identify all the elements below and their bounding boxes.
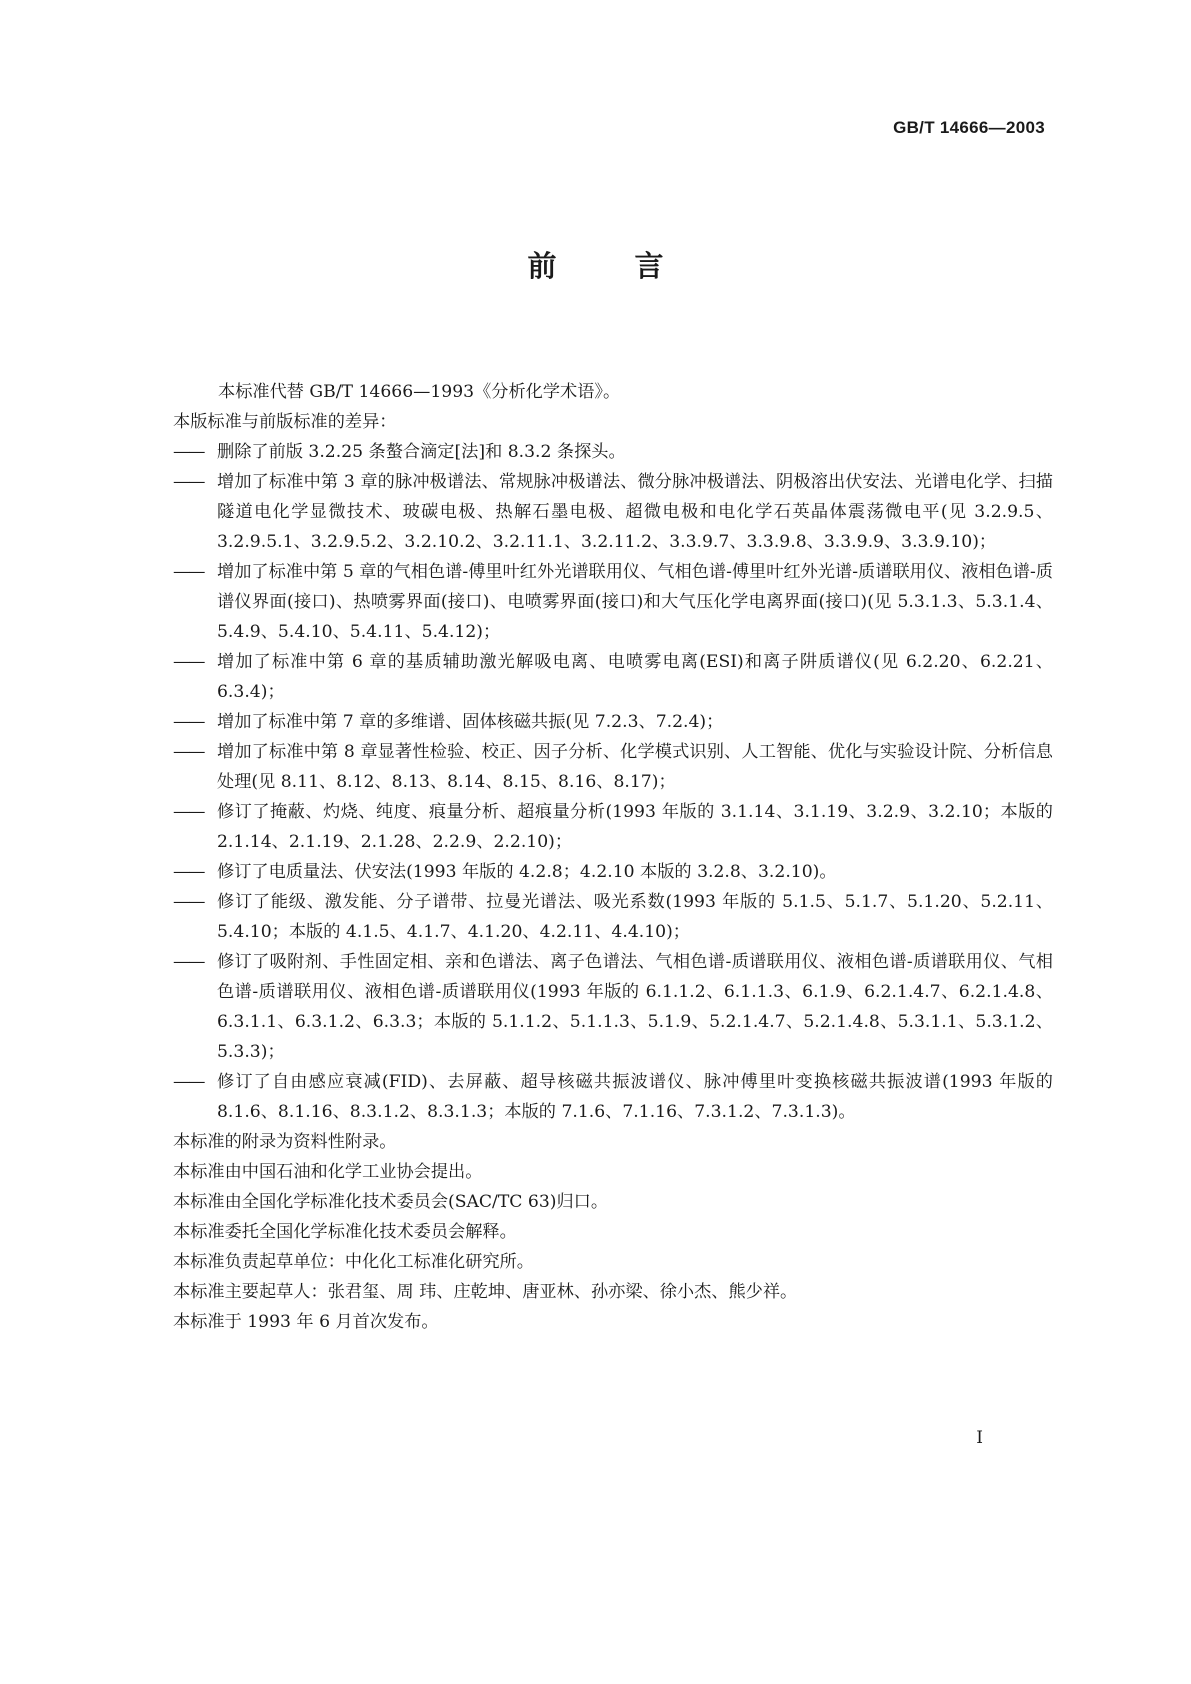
dash-marker: —— (173, 562, 204, 582)
list-item-text: 修订了掩蔽、灼烧、纯度、痕量分析、超痕量分析(1993 年版的 3.1.14、3.1.19、3.2.9、3.2.10；本版的 2.1.14、2.1.19、2.1.28、2.2.9、2.2.10)； (217, 802, 1053, 852)
standard-code: GB/T 14666—2003 (893, 118, 1045, 137)
page-title: 前 言 (527, 249, 698, 283)
list-item-text: 增加了标准中第 3 章的脉冲极谱法、常规脉冲极谱法、微分脉冲极谱法、阴极溶出伏安法、光谱电化学、扫描隧道电化学显微技术、玻碳电极、热解石墨电极、超微电极和电化学石英晶体震荡微电平(见 3.2.9.5、3.2.9.5.1、3.2.9.5.2、3.2.10.2、3.2.11.1、3.2.11.2、3.3.9.7、3.3.9.8、3.3.9.9、3.3.9.10)； (217, 472, 1053, 552)
intro-replaces: 本标准代替 GB/T 14666—1993《分析化学术语》。 (218, 382, 621, 402)
dash-marker: —— (173, 1072, 204, 1092)
list-item-text: 增加了标准中第 6 章的基质辅助激光解吸电离、电喷雾电离(ESI)和离子阱质谱仪(见 6.2.20、6.2.21、6.3.4)； (217, 652, 1053, 702)
list-item (173, 467, 1053, 557)
list-item-text: 修订了自由感应衰减(FID)、去屏蔽、超导核磁共振波谱仪、脉冲傅里叶变换核磁共振波谱(1993 年版的 8.1.6、8.1.16、8.3.1.2、8.3.1.3；本版的 7.1.6、7.1.16、7.3.1.2、7.3.1.3)。 (217, 1072, 1053, 1122)
list-item (173, 947, 1053, 1067)
list-item (173, 647, 1053, 707)
list-item (173, 437, 1053, 467)
list-item-text: 修订了电质量法、伏安法(1993 年版的 4.2.8；4.2.10 本版的 3.2.8、3.2.10)。 (217, 862, 837, 882)
closing-interpretation: 本标准委托全国化学标准化技术委员会解释。 (173, 1222, 517, 1242)
closing-proposer: 本标准由中国石油和化学工业协会提出。 (173, 1162, 483, 1182)
intro-differences: 本版标准与前版标准的差异： (173, 412, 397, 432)
list-item (173, 707, 1053, 737)
dash-marker: —— (173, 892, 204, 912)
list-item (173, 887, 1053, 947)
dash-marker: —— (173, 442, 204, 462)
list-item (173, 557, 1053, 647)
dash-marker: —— (173, 862, 204, 882)
list-item (173, 797, 1053, 857)
dash-marker: —— (173, 952, 204, 972)
list-item-text: 删除了前版 3.2.25 条螯合滴定[法]和 8.3.2 条探头。 (217, 442, 626, 462)
list-item (173, 857, 1053, 887)
closing-drafters: 本标准主要起草人：张君玺、周 玮、庄乾坤、唐亚林、孙亦梁、徐小杰、熊少祥。 (173, 1282, 798, 1302)
list-item-text: 增加了标准中第 5 章的气相色谱-傅里叶红外光谱联用仪、气相色谱-傅里叶红外光谱-质谱联用仪、液相色谱-质谱仪界面(接口)、热喷雾界面(接口)、电喷雾界面(接口)和大气压化学电离界面(接口)(见 5.3.1.3、5.3.1.4、5.4.9、5.4.10、5.4.11、5.4.12)； (217, 562, 1053, 642)
dash-marker: —— (173, 802, 204, 822)
dash-marker: —— (173, 742, 204, 762)
closing-committee: 本标准由全国化学标准化技术委员会(SAC/TC 63)归口。 (173, 1192, 609, 1212)
dash-marker: —— (173, 712, 204, 732)
dash-marker: —— (173, 472, 204, 492)
list-item (173, 737, 1053, 797)
list-item-text: 增加了标准中第 7 章的多维谱、固体核磁共振(见 7.2.3、7.2.4)； (217, 712, 724, 732)
dash-marker: —— (173, 652, 204, 672)
closing-drafting-unit: 本标准负责起草单位：中化化工标准化研究所。 (173, 1252, 534, 1272)
closing-annex: 本标准的附录为资料性附录。 (173, 1132, 397, 1152)
list-item-text: 修订了吸附剂、手性固定相、亲和色谱法、离子色谱法、气相色谱-质谱联用仪、液相色谱-质谱联用仪、气相色谱-质谱联用仪、液相色谱-质谱联用仪(1993 年版的 6.1.1.2、6.1.1.3、6.1.9、6.2.1.4.7、6.2.1.4.8、6.3.1.1、6.3.1.2、6.3.3；本版的 5.1.1.2、5.1.1.3、5.1.9、5.2.1.4.7、5.2.1.4.8、5.3.1.1、5.3.1.2、5.3.3)； (217, 952, 1053, 1062)
closing-first-issue: 本标准于 1993 年 6 月首次发布。 (173, 1312, 439, 1332)
document-body (173, 377, 1053, 1337)
list-item-text: 增加了标准中第 8 章显著性检验、校正、因子分析、化学模式识别、人工智能、优化与实验设计院、分析信息处理(见 8.11、8.12、8.13、8.14、8.15、8.16、8.17)； (217, 742, 1053, 792)
page-number: I (976, 1428, 983, 1448)
list-item-text: 修订了能级、激发能、分子谱带、拉曼光谱法、吸光系数(1993 年版的 5.1.5、5.1.7、5.1.20、5.2.11、5.4.10；本版的 4.1.5、4.1.7、4.1.20、4.2.11、4.4.10)； (217, 892, 1053, 942)
list-item (173, 1067, 1053, 1127)
